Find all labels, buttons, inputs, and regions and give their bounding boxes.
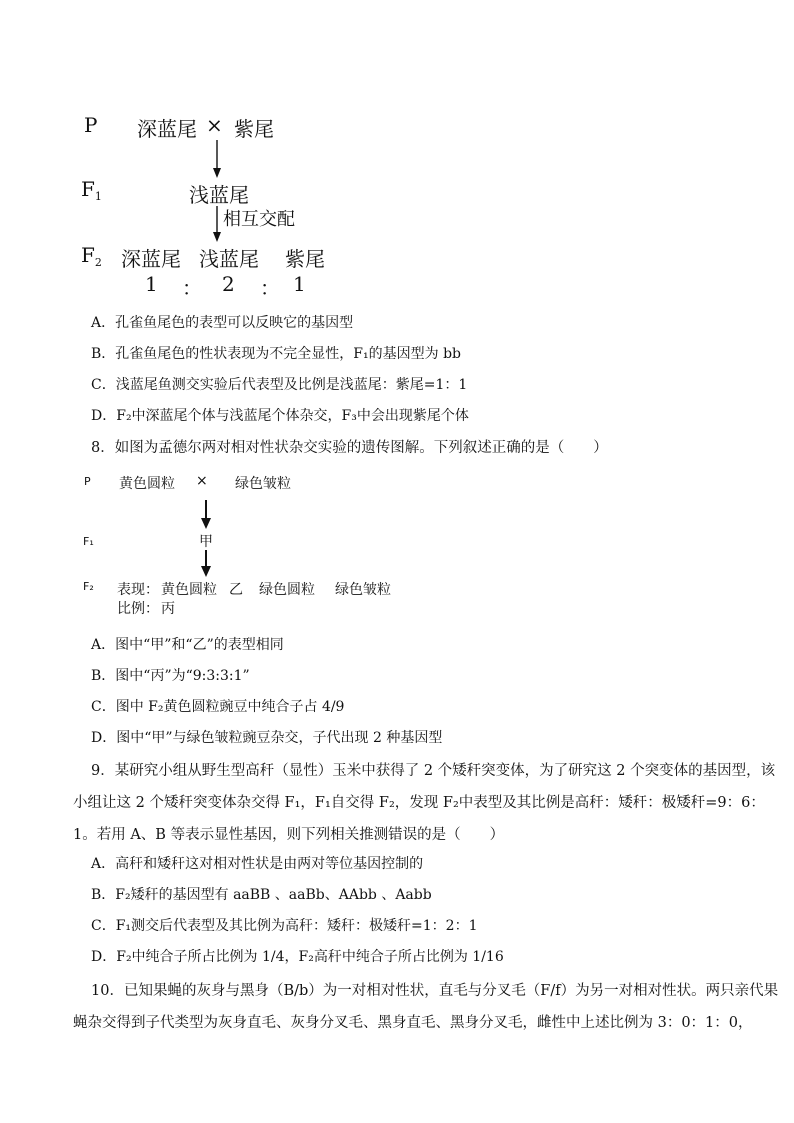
q8-cross-symbol: × [196,473,208,489]
q7-option-c[interactable]: C．浅蓝尾鱼测交实验后代表型及比例是浅蓝尾：紫尾=1：1 [91,377,468,393]
ratio-separator-1: ： [182,276,202,300]
arrowhead-f1-to-f2 [213,232,221,242]
f2-phenotype-3: 紫尾 [285,247,325,271]
f2-phenotype-2: 浅蓝尾 [199,247,259,271]
q9-option-d[interactable]: D．F₂中纯合子所占比例为 1/4，F₂高秆中纯合子所占比例为 1/16 [91,949,504,965]
f2-phenotype-1: 深蓝尾 [121,247,181,271]
q10-stem-line-2: 蝇杂交得到子代类型为灰身直毛、灰身分叉毛、黑身直毛、黑身分叉毛，雌性中上述比例为 3：0：1：0， [73,1015,753,1031]
q8-ratio-prefix: 比例： [117,601,159,617]
q8-phenotype-3: 绿色圆粒 [259,582,315,598]
parent-2-phenotype: 紫尾 [234,117,274,141]
q8-option-c[interactable]: C．图中 F₂黄色圆粒豌豆中纯合子占 4/9 [91,699,345,715]
q8-ratio-value: 丙 [161,601,175,617]
q8-f2-label: F₂ [83,580,94,593]
ratio-1: 1 [145,272,158,296]
q8-phenotype-4: 绿色皱粒 [335,582,391,598]
f2-generation-label: $F_2$ [81,243,102,269]
f1-generation-label: $F_1$ [81,177,102,203]
q8-parent-1: 黄色圆粒 [119,476,175,492]
q8-option-b[interactable]: B．图中“丙”为“9:3:3:1” [91,668,250,684]
q8-parent-2: 绿色皱粒 [235,476,291,492]
q9-option-b[interactable]: B．F₂矮秆的基因型有 aaBB 、aaBb、AAbb 、Aabb [91,887,432,903]
q7-option-a[interactable]: A．孔雀鱼尾色的表型可以反映它的基因型 [91,315,354,331]
q9-stem-line-2: 小组让这 2 个矮秆突变体杂交得 F₁，F₁自交得 F₂，发现 F₂中表型及其比例是高秆：矮秆：极矮秆=9：6： [73,795,765,811]
mating-note: 相互交配 [223,209,295,230]
arrowhead-p-to-f1 [213,168,221,178]
q9-option-c[interactable]: C．F₁测交后代表型及其比例为高秆：矮秆：极矮秆=1：2：1 [91,918,478,934]
cross-symbol: × [206,113,223,137]
q8-f1-value: 甲 [199,534,213,550]
arrowhead-f1-to-f2-q8 [201,566,211,577]
q9-stem-line-1: 9．某研究小组从野生型高秆（显性）玉米中获得了 2 个矮秆突变体，为了研究这 2 个突变体的基因型，该 [91,763,776,779]
q8-phenotype-1: 黄色圆粒 [161,582,217,598]
q8-phenotype-2: 乙 [229,582,243,598]
q8-p-label: P [84,475,91,488]
q10-stem-line-1: 10．已知果蝇的灰身与黑身（B/b）为一对相对性状，直毛与分叉毛（F/f）为另一对相对性状。两只亲代果 [91,983,779,999]
q8-f1-label: F₁ [83,535,94,548]
q8-stem: 8．如图为孟德尔两对相对性状杂交实验的遗传图解。下列叙述正确的是（ ） [91,440,608,456]
ratio-separator-2: ： [260,276,280,300]
p-generation-label: P [84,113,98,137]
q9-option-a[interactable]: A．高秆和矮秆这对相对性状是由两对等位基因控制的 [91,856,424,872]
q7-option-b[interactable]: B．孔雀鱼尾色的性状表现为不完全显性，F₁的基因型为 bb [91,346,461,362]
parent-1-phenotype: 深蓝尾 [137,117,197,141]
q9-stem-line-3: 1。若用 A、B 等表示显性基因，则下列相关推测错误的是（ ） [73,827,505,843]
arrowhead-p-to-f1-q8 [201,518,211,529]
q8-phenotype-prefix: 表现： [117,582,159,598]
ratio-3: 1 [293,272,306,296]
q8-option-d[interactable]: D．图中“甲”与绿色皱粒豌豆杂交，子代出现 2 种基因型 [91,730,443,746]
f1-phenotype: 浅蓝尾 [189,183,249,207]
q7-option-d[interactable]: D．F₂中深蓝尾个体与浅蓝尾个体杂交，F₃中会出现紫尾个体 [91,408,469,424]
q8-option-a[interactable]: A．图中“甲”和“乙”的表型相同 [91,637,284,653]
ratio-2: 2 [222,272,235,296]
